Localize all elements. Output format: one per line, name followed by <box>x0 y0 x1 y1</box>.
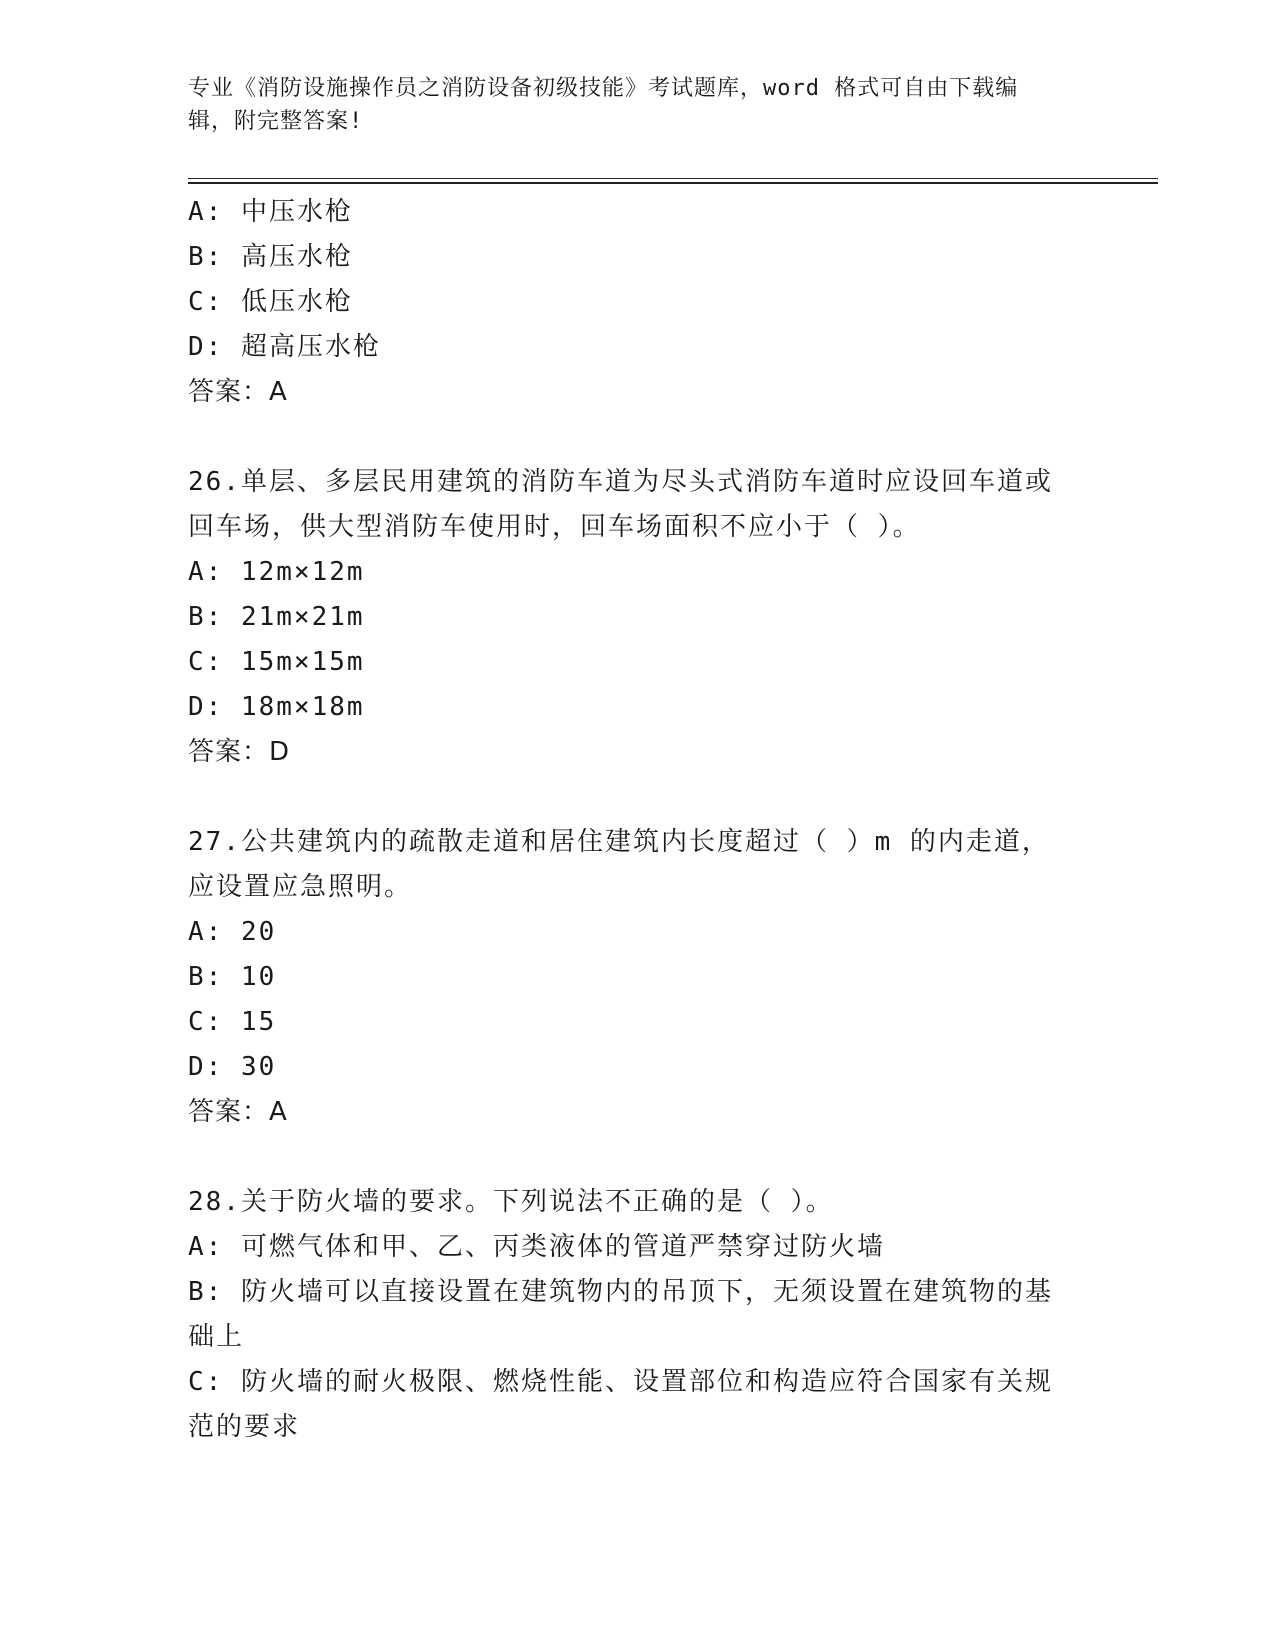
option-b: B: 21m×21m <box>188 602 365 632</box>
header-line-1: 专业《消防设施操作员之消防设备初级技能》考试题库，word 格式可自由下载编 <box>188 76 1019 101</box>
option-b-line-2: 础上 <box>188 1322 245 1352</box>
option-c: C: 低压水枪 <box>188 287 353 317</box>
option-d: D: 超高压水枪 <box>188 332 381 362</box>
option-b: B: 高压水枪 <box>188 242 353 272</box>
question-26 <box>188 460 1068 775</box>
option-a: A: 可燃气体和甲、乙、丙类液体的管道严禁穿过防火墙 <box>188 1232 885 1262</box>
question-stem-line-1: 26.单层、多层民用建筑的消防车道为尽头式消防车道时应设回车道或 <box>188 467 1053 497</box>
option-a: A: 中压水枪 <box>188 197 353 227</box>
option-a: A: 20 <box>188 917 277 947</box>
header-line-2: 辑，附完整答案! <box>188 109 364 134</box>
answer: 答案：D <box>188 737 291 767</box>
question-stem-line-2: 回车场，供大型消防车使用时，回车场面积不应小于（ ）。 <box>188 512 921 542</box>
question-25 <box>188 190 1068 415</box>
question-list <box>188 190 1068 1450</box>
option-a: A: 12m×12m <box>188 557 365 587</box>
question-stem-line-2: 应设置应急照明。 <box>188 872 413 902</box>
question-28 <box>188 1180 1068 1450</box>
option-c: C: 15m×15m <box>188 647 365 677</box>
option-c-line-1: C: 防火墙的耐火极限、燃烧性能、设置部位和构造应符合国家有关规 <box>188 1367 1053 1397</box>
option-c-line-2: 范的要求 <box>188 1412 301 1442</box>
header-divider-thin <box>188 178 1158 179</box>
option-b-line-1: B: 防火墙可以直接设置在建筑物内的吊顶下，无须设置在建筑物的基 <box>188 1277 1053 1307</box>
option-c: C: 15 <box>188 1007 277 1037</box>
option-d: D: 30 <box>188 1052 277 1082</box>
document-header <box>188 72 1068 138</box>
question-stem-line-1: 27.公共建筑内的疏散走道和居住建筑内长度超过（ ）m 的内走道， <box>188 827 1050 857</box>
answer: 答案：A <box>188 377 288 407</box>
option-b: B: 10 <box>188 962 277 992</box>
option-d: D: 18m×18m <box>188 692 365 722</box>
header-divider-thick <box>188 182 1158 184</box>
question-27 <box>188 820 1068 1135</box>
answer: 答案：A <box>188 1097 288 1127</box>
question-stem: 28.关于防火墙的要求。下列说法不正确的是（ ）。 <box>188 1187 834 1217</box>
